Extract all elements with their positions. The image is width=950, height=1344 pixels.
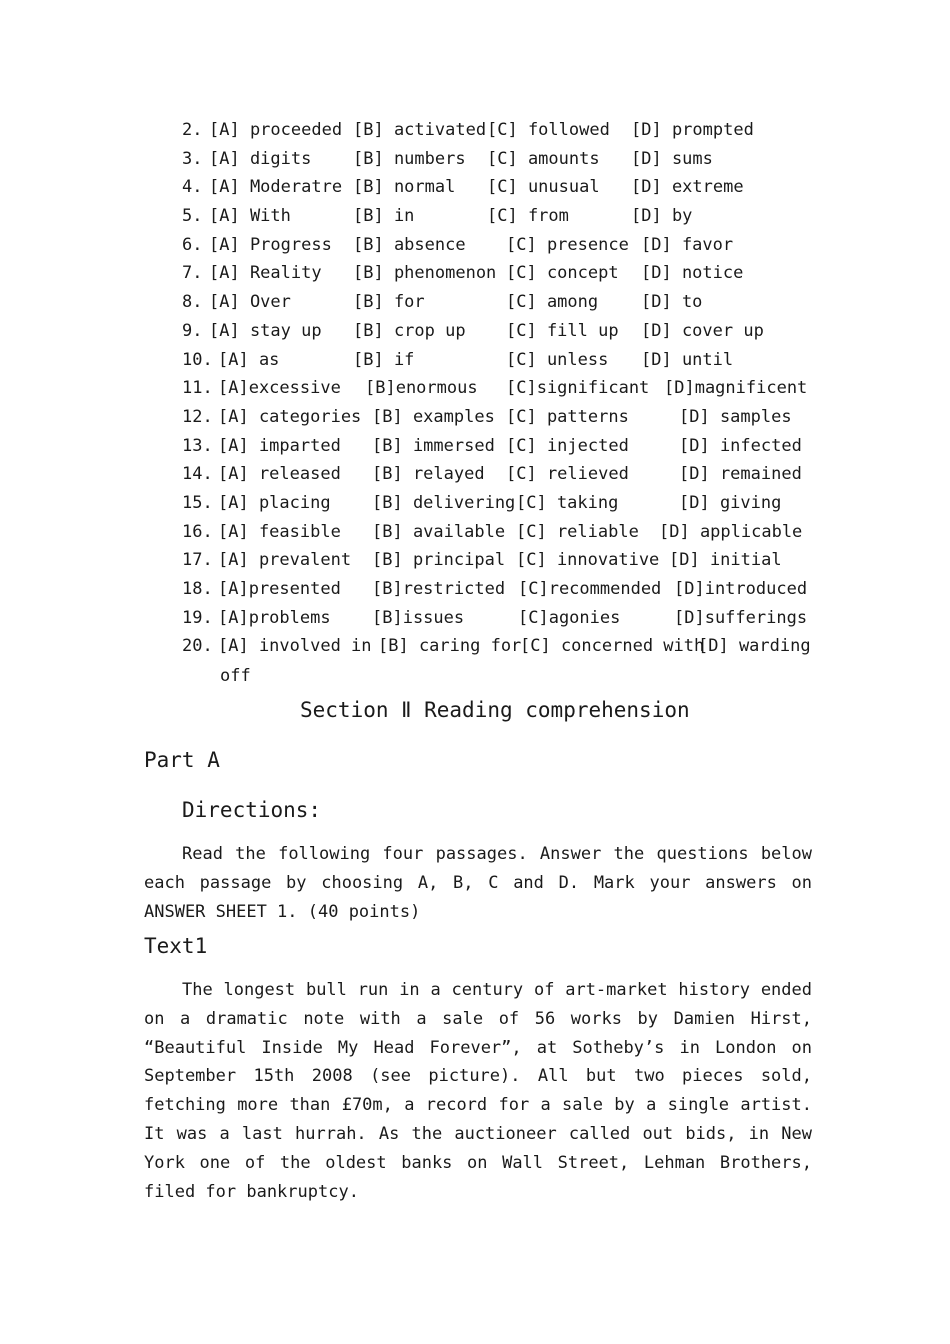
option-b: [B] absence — [353, 234, 466, 255]
option-c: [C]agonies — [518, 607, 621, 628]
option-row — [182, 374, 822, 403]
option-c: [C] reliable — [516, 521, 639, 542]
option-c: [C] fill up — [506, 320, 619, 341]
option-d: [D] extreme — [631, 177, 744, 198]
option-d: [D] notice — [641, 263, 744, 284]
text-title: Text1 — [144, 934, 208, 958]
option-b: [B] available — [372, 521, 506, 542]
option-d: [D] by — [631, 206, 693, 227]
option-row — [182, 145, 822, 174]
option-c: [C] among — [506, 292, 599, 313]
directions-paragraph: Read the following four passages. Answer the questions below each passage by choosing A, B, C and D. Mark your answers on ANSWER SHEET 1. (40 points) — [144, 844, 812, 922]
option-row — [182, 259, 822, 288]
option-d: [D]introduced — [674, 579, 808, 599]
option-c: [C] concept — [506, 263, 619, 284]
option-c: [C] amounts — [487, 148, 600, 169]
option-row — [182, 173, 822, 202]
option-a: [A] stay up — [209, 320, 322, 341]
option-d: [D] prompted — [631, 120, 754, 140]
option-a: [A] placing — [218, 492, 331, 513]
option-a: [A] feasible — [218, 521, 341, 542]
option-b: [B]enormous — [365, 378, 478, 399]
question-number: 4. — [182, 177, 203, 198]
option-row — [182, 346, 822, 375]
question-number: 16. — [182, 521, 213, 542]
section-title: Section Ⅱ Reading comprehension — [300, 698, 690, 722]
question-number: 15. — [182, 492, 213, 513]
option-row — [182, 489, 822, 518]
question-number: 13. — [182, 435, 213, 456]
question-number: 14. — [182, 464, 213, 485]
option-a: [A]presented — [218, 579, 341, 599]
option-b: [B] delivering — [372, 492, 516, 513]
option-row — [182, 403, 822, 432]
option-d: [D] sums — [631, 148, 713, 169]
option-a: [A] proceeded — [209, 120, 343, 140]
option-c: [C] innovative — [516, 550, 660, 571]
option-b: [B] relayed — [372, 464, 485, 485]
option-row — [182, 460, 822, 489]
option-b: [B] if — [353, 349, 415, 370]
option-a: [A] released — [218, 464, 341, 485]
option-c: [C] relieved — [506, 464, 629, 485]
option-a: [A] involved in — [218, 636, 372, 657]
option-row — [182, 202, 822, 231]
option-row — [182, 116, 822, 145]
question-number: 6. — [182, 234, 203, 255]
option-c: [C] unusual — [487, 177, 600, 198]
option-b: [B]restricted — [372, 579, 506, 599]
option-c: [C]recommended — [518, 579, 662, 599]
option-d: [D] initial — [669, 550, 782, 571]
option-c: [C] injected — [506, 435, 629, 456]
option-d: [D] applicable — [659, 521, 803, 542]
option-row — [182, 288, 822, 317]
cloze-options-list — [182, 116, 822, 661]
question-number: 10. — [182, 349, 213, 370]
option-b: [B] principal — [372, 550, 506, 571]
question-number: 19. — [182, 607, 213, 628]
option-b: [B] for — [353, 292, 425, 313]
option-a: [A] With — [209, 206, 291, 227]
option-row — [182, 317, 822, 346]
option-d: [D] to — [641, 292, 703, 313]
option-b: [B] crop up — [353, 320, 466, 341]
question-number: 8. — [182, 292, 203, 313]
option-c: [C] presence — [506, 234, 629, 255]
option-d: [D] infected — [679, 435, 802, 456]
option-c: [C] taking — [516, 492, 619, 513]
option-b: [B] normal — [353, 177, 456, 198]
option-row — [182, 546, 822, 575]
option-d: [D] cover up — [641, 320, 764, 341]
option-d: [D]magnificent — [664, 378, 808, 399]
option-row — [182, 604, 822, 633]
option-d: [D] giving — [679, 492, 782, 513]
option-c: [C] concerned with — [520, 636, 705, 657]
option-row — [182, 575, 822, 604]
question-number: 11. — [182, 378, 213, 399]
option-d: [D]sufferings — [674, 607, 808, 628]
part-title: Part A — [144, 748, 220, 772]
option-a: [A] prevalent — [218, 550, 352, 571]
option-a: [A] Reality — [209, 263, 322, 284]
question-number: 17. — [182, 550, 213, 571]
question-number: 2. — [182, 120, 203, 140]
option-b: [B] examples — [372, 406, 495, 427]
option-row — [182, 432, 822, 461]
directions-title: Directions: — [182, 798, 322, 822]
option-a: [A] categories — [218, 406, 362, 427]
option-a: [A] as — [218, 349, 280, 370]
option-c: [C] from — [487, 206, 569, 227]
question-number: 9. — [182, 320, 203, 341]
option-a: [A] imparted — [218, 435, 341, 456]
option-row — [182, 231, 822, 260]
option-row — [182, 632, 822, 661]
option-d: [D] until — [641, 349, 734, 370]
option-a: [A] Progress — [209, 234, 332, 255]
option-b: [B]issues — [372, 607, 465, 628]
question-number: 12. — [182, 406, 213, 427]
option-a: [A] Over — [209, 292, 291, 313]
option-d: [D] remained — [679, 464, 802, 485]
option-a: [A] digits — [209, 148, 312, 169]
question-number: 5. — [182, 206, 203, 227]
question-number: 3. — [182, 148, 203, 169]
option-c: [C]significant — [506, 378, 650, 399]
option-b: [B] activated — [353, 120, 487, 140]
option-c: [C] unless — [506, 349, 609, 370]
question-number: 20. — [182, 636, 213, 657]
option-c: [C] followed — [487, 120, 610, 140]
option-c: [C] patterns — [506, 406, 629, 427]
question-number: 7. — [182, 263, 203, 284]
option-b: [B] caring for — [378, 636, 522, 657]
option-b: [B] numbers — [353, 148, 466, 169]
option-a: [A]excessive — [218, 378, 341, 399]
option-d: [D] samples — [679, 406, 792, 427]
option-20-wrap: off — [220, 666, 251, 686]
option-row — [182, 518, 822, 547]
option-d: [D] favor — [641, 234, 734, 255]
option-b: [B] immersed — [372, 435, 495, 456]
option-a: [A] Moderatre — [209, 177, 343, 198]
option-b: [B] phenomenon — [353, 263, 497, 284]
option-b: [B] in — [353, 206, 415, 227]
question-number: 18. — [182, 579, 213, 599]
option-d: [D] warding — [698, 636, 811, 657]
text1-paragraph: The longest bull run in a century of art-market history ended on a dramatic note with a sale of 56 works by Damien Hirst, “Beautiful Inside My Head Forever”, at Sotheby’s in London on September 15th 2008 (see picture). All but two pieces sold, fetching more than £70m, a record for a sale by a single artist. It was a last hurrah. As the auctioneer called out bids, in New York one of the oldest banks on Wall Street, Lehman Brothers, filed for bankruptcy. — [144, 980, 812, 1202]
option-a: [A]problems — [218, 607, 331, 628]
